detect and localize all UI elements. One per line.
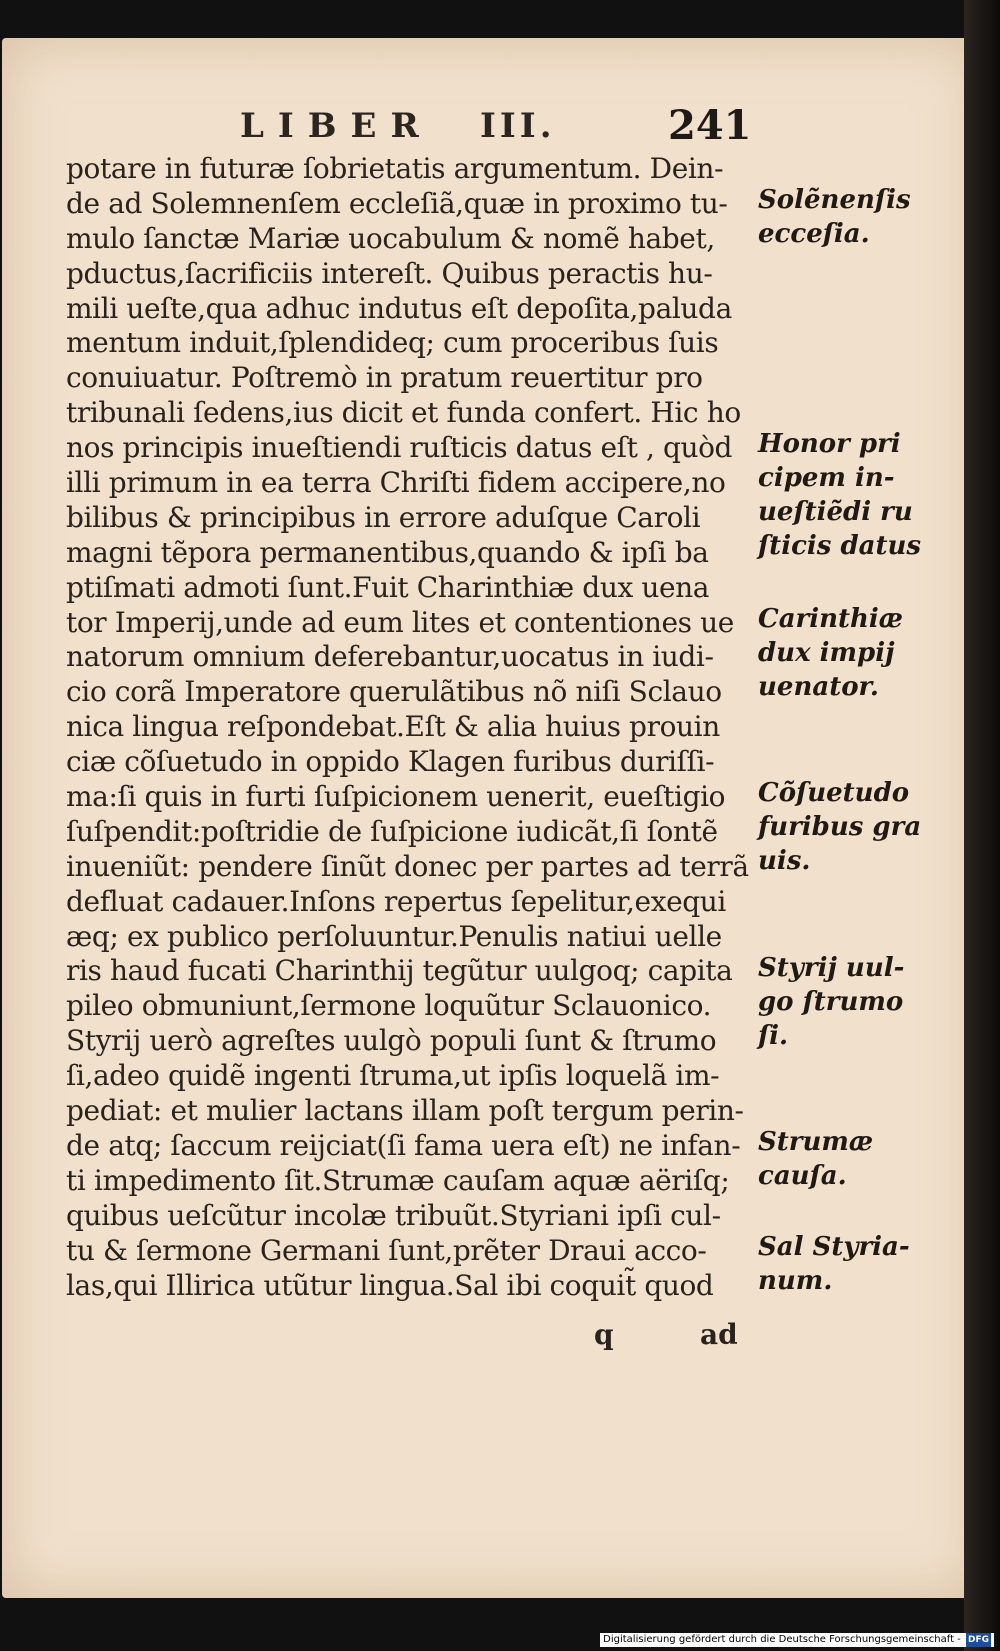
text-line: tor Imperij,unde ad eum lites et contentiones ue [66,605,734,639]
text-line: mili ueſte,qua adhuc indutus eſt depoſita,paluda [66,291,732,325]
running-head-title: LIBER [240,106,433,146]
text-line: cio corã Imperatore querulãtibus nõ niſi Sclauo [66,675,722,709]
text-line: illi primum in ea terra Chriſti fidem accipere,no [66,466,726,500]
text-line: potare in futuræ ſobrietatis argumentum. Dein- [66,152,724,185]
text-line: Styrij uerò agreſtes uulgò populi ſunt & ſtrumo [66,1024,717,1058]
text-line: mulo ſanctæ Mariæ uocabulum & nomẽ habet, [66,221,715,255]
text-line: inueniũt: pendere ſinũt donec per partes ad terrã [66,849,749,883]
text-line: ſi,adeo quidẽ ingenti ſtruma,ut ipſis loquelã im- [66,1059,720,1093]
marginal-note: Strumæ cauſa. [758,1127,874,1192]
running-head-book-number: III. [480,106,556,146]
main-text-block [66,152,766,1303]
text-line: mentum induit,ſplendideq; cum proceribus ſuis [66,326,719,360]
text-line: pediat: et mulier lactans illam poſt tergum perin- [66,1094,744,1128]
catchword: ad [700,1318,738,1351]
text-line: las,qui Illirica utũtur lingua.Sal ibi coquit̃ quod [66,1268,714,1302]
text-line: tribunali ſedens,ius dicit et funda confert. Hic ho [66,396,741,430]
marginal-note: Sal Styria- num. [758,1231,910,1296]
text-line: ma:ſi quis in furti ſuſpicionem uenerit, eueſtigio [66,780,726,814]
text-line: natorum omnium deferebantur,uocatus in iudi- [66,640,714,674]
marginal-note: Cõſuetudo furibus gra uis. [758,778,922,877]
text-line: pductus,ſacrificiis intereſt. Quibus peractis hu- [66,256,713,290]
text-line: defluat cadauer.Inſons repertus ſepelitur,exequi [66,884,726,918]
text-line: ptiſmati admoti ſunt.Fuit Charinthiæ dux uena [66,570,710,604]
marginal-note: Carinthiæ dux impij uenator. [758,603,904,702]
marginal-note: Honor pri cipem in- ueſtiẽdi ru ſticis datus [758,429,922,562]
text-line: ris haud fucati Charinthij tegũtur uulgoq; capita [66,954,733,988]
book-spine-shadow [964,0,1000,1651]
digitization-credit [600,1633,994,1647]
folio-number: 241 [668,102,752,149]
digitization-credit-text: Digitalisierung gefördert durch die Deutsche Forschungsgemeinschaft - [603,1634,961,1645]
text-line: ciæ cõſuetudo in oppido Klagen furibus duriſſi- [66,745,715,779]
page-footer-catchwords [590,1318,790,1358]
text-line: quibus ueſcũtur incolæ tribuũt.Styriani ipſi cul- [66,1198,721,1232]
text-line: de atq; ſaccum reijciat(ſi fama uera eſt) ne infan- [66,1128,741,1162]
text-line: magni tẽpora permanentibus,quando & ipſi ba [66,535,709,569]
text-line: ſuſpendit:poſtridie de ſuſpicione iudicãt,ſi ſontẽ [66,814,718,848]
text-line: tu & ſermone Germani ſunt,prẽter Draui acco- [66,1233,707,1267]
text-line: ti impedimento ſit.Strumæ cauſam aquæ aëriſq; [66,1163,730,1197]
text-line: bilibus & principibus in errore aduſque Caroli [66,500,701,534]
dfg-logo: DFG [967,1635,989,1645]
text-line: conuiuatur. Poſtremò in pratum reuertitur pro [66,361,703,395]
marginal-notes [758,0,958,1500]
running-head [190,102,790,152]
signature-mark: q [594,1318,614,1351]
text-line: pileo obmuniunt,ſermone loquũtur Sclauonico. [66,989,712,1023]
text-line: nos principis inueſtiendi ruſticis datus eſt , quòd [66,431,733,465]
text-line: de ad Solemnenſem eccleſiã,quæ in proximo tu- [66,186,728,220]
text-line: nica lingua reſpondebat.Eſt & alia huius prouin [66,710,720,744]
marginal-note: Styrij uul- go ſtrumo ſi. [758,952,905,1051]
text-line: æq; ex publico perſoluuntur.Penulis natiui uelle [66,919,722,953]
marginal-note: Solẽnenſis ecceſia. [758,184,911,249]
